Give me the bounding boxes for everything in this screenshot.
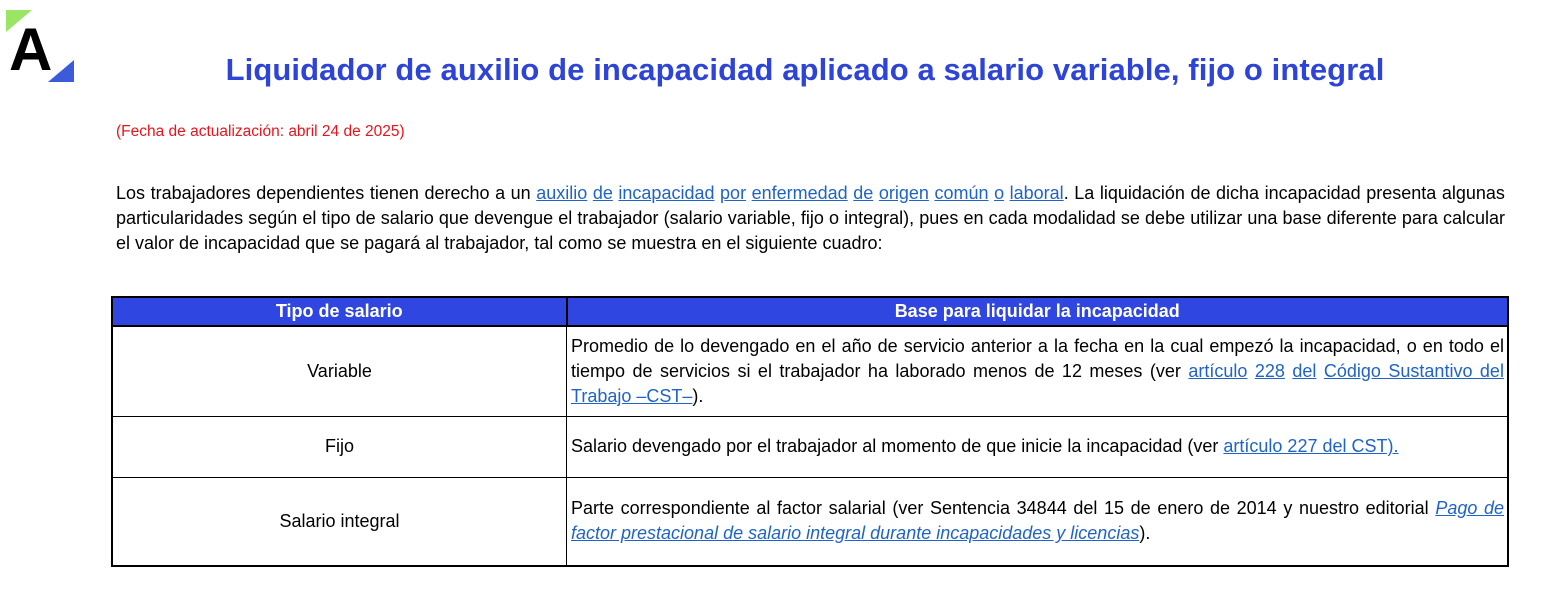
intro-link-por[interactable]: por (720, 183, 747, 203)
link-codigo-sustantivo[interactable]: Código Sustantivo del Trabajo –CST– (571, 360, 1504, 406)
cell-base-salario-integral (567, 477, 1509, 566)
cell-type-salario-integral: Salario integral (112, 477, 567, 566)
intro-link-de-2[interactable]: de (853, 183, 874, 203)
logo-letter: A (9, 16, 53, 83)
base-fijo-text: Salario devengado por el trabajador al momento de que inicie la incapacidad (ver (571, 436, 1224, 456)
link-del[interactable]: del (1292, 360, 1317, 381)
link-articulo-227[interactable]: artículo 227 del CST). (1223, 436, 1399, 456)
intro-link-comun[interactable]: común (934, 183, 989, 203)
intro-link-de[interactable]: de (592, 183, 613, 203)
base-integral-text: Parte correspondiente al factor salarial (ver Sentencia 34844 del 15 de enero de 2014 y nuestro editorial (571, 498, 1436, 519)
header-base-liquidar: Base para liquidar la incapacidad (567, 297, 1509, 326)
cell-base-variable (567, 326, 1509, 416)
intro-link-enfermedad[interactable]: enfermedad (751, 183, 848, 203)
salary-base-table (111, 296, 1509, 567)
cell-base-fijo (567, 416, 1509, 477)
intro-text-before: Los trabajadores dependientes tienen derecho a un (116, 183, 537, 203)
cell-type-variable: Variable (112, 326, 567, 416)
base-variable-text: Promedio de lo devengado en el año de servicio anterior a la fecha en la cual empezó la incapacidad, o en todo el tiempo de servicios si el trabajador ha laborado menos de 12 meses (ver (571, 335, 1504, 381)
link-228[interactable]: 228 (1254, 360, 1285, 381)
table-row-fijo (112, 416, 1508, 477)
link-editorial-factor-prestacional[interactable]: Pago de factor prestacional de salario integral durante incapacidades y licencias (571, 498, 1505, 544)
header-tipo-salario: Tipo de salario (112, 297, 567, 326)
base-integral-after: ). (1139, 523, 1151, 544)
page-title: Liquidador de auxilio de incapacidad aplicado a salario variable, fijo o integral (225, 52, 1385, 87)
intro-text-after: . La liquidación de dicha incapacidad presenta algunas particularidades según el tipo de salario que devengue el trabajador (salario variable, fijo o integral), pues en cada modalidad se debe utilizar una base diferente para calcular el valor de incapacidad que se pagará al trabajador, tal como se muestra en el siguiente cuadro: (116, 183, 1505, 253)
intro-link-o[interactable]: o (994, 183, 1005, 203)
intro-link-laboral[interactable]: laboral (1009, 183, 1064, 203)
intro-link-incapacidad[interactable]: incapacidad (618, 183, 715, 203)
link-articulo[interactable]: artículo (1188, 360, 1248, 381)
table-row-salario-integral (112, 477, 1508, 566)
intro-link-auxilio[interactable]: auxilio (536, 183, 588, 203)
cell-type-fijo: Fijo (112, 416, 567, 477)
intro-link-origen[interactable]: origen (878, 183, 929, 203)
table-header-row (112, 297, 1508, 326)
base-variable-after: ). (692, 385, 704, 406)
intro-paragraph (116, 181, 1505, 256)
table-row-variable (112, 326, 1508, 416)
update-date: (Fecha de actualización: abril 24 de 2025) (116, 123, 405, 140)
